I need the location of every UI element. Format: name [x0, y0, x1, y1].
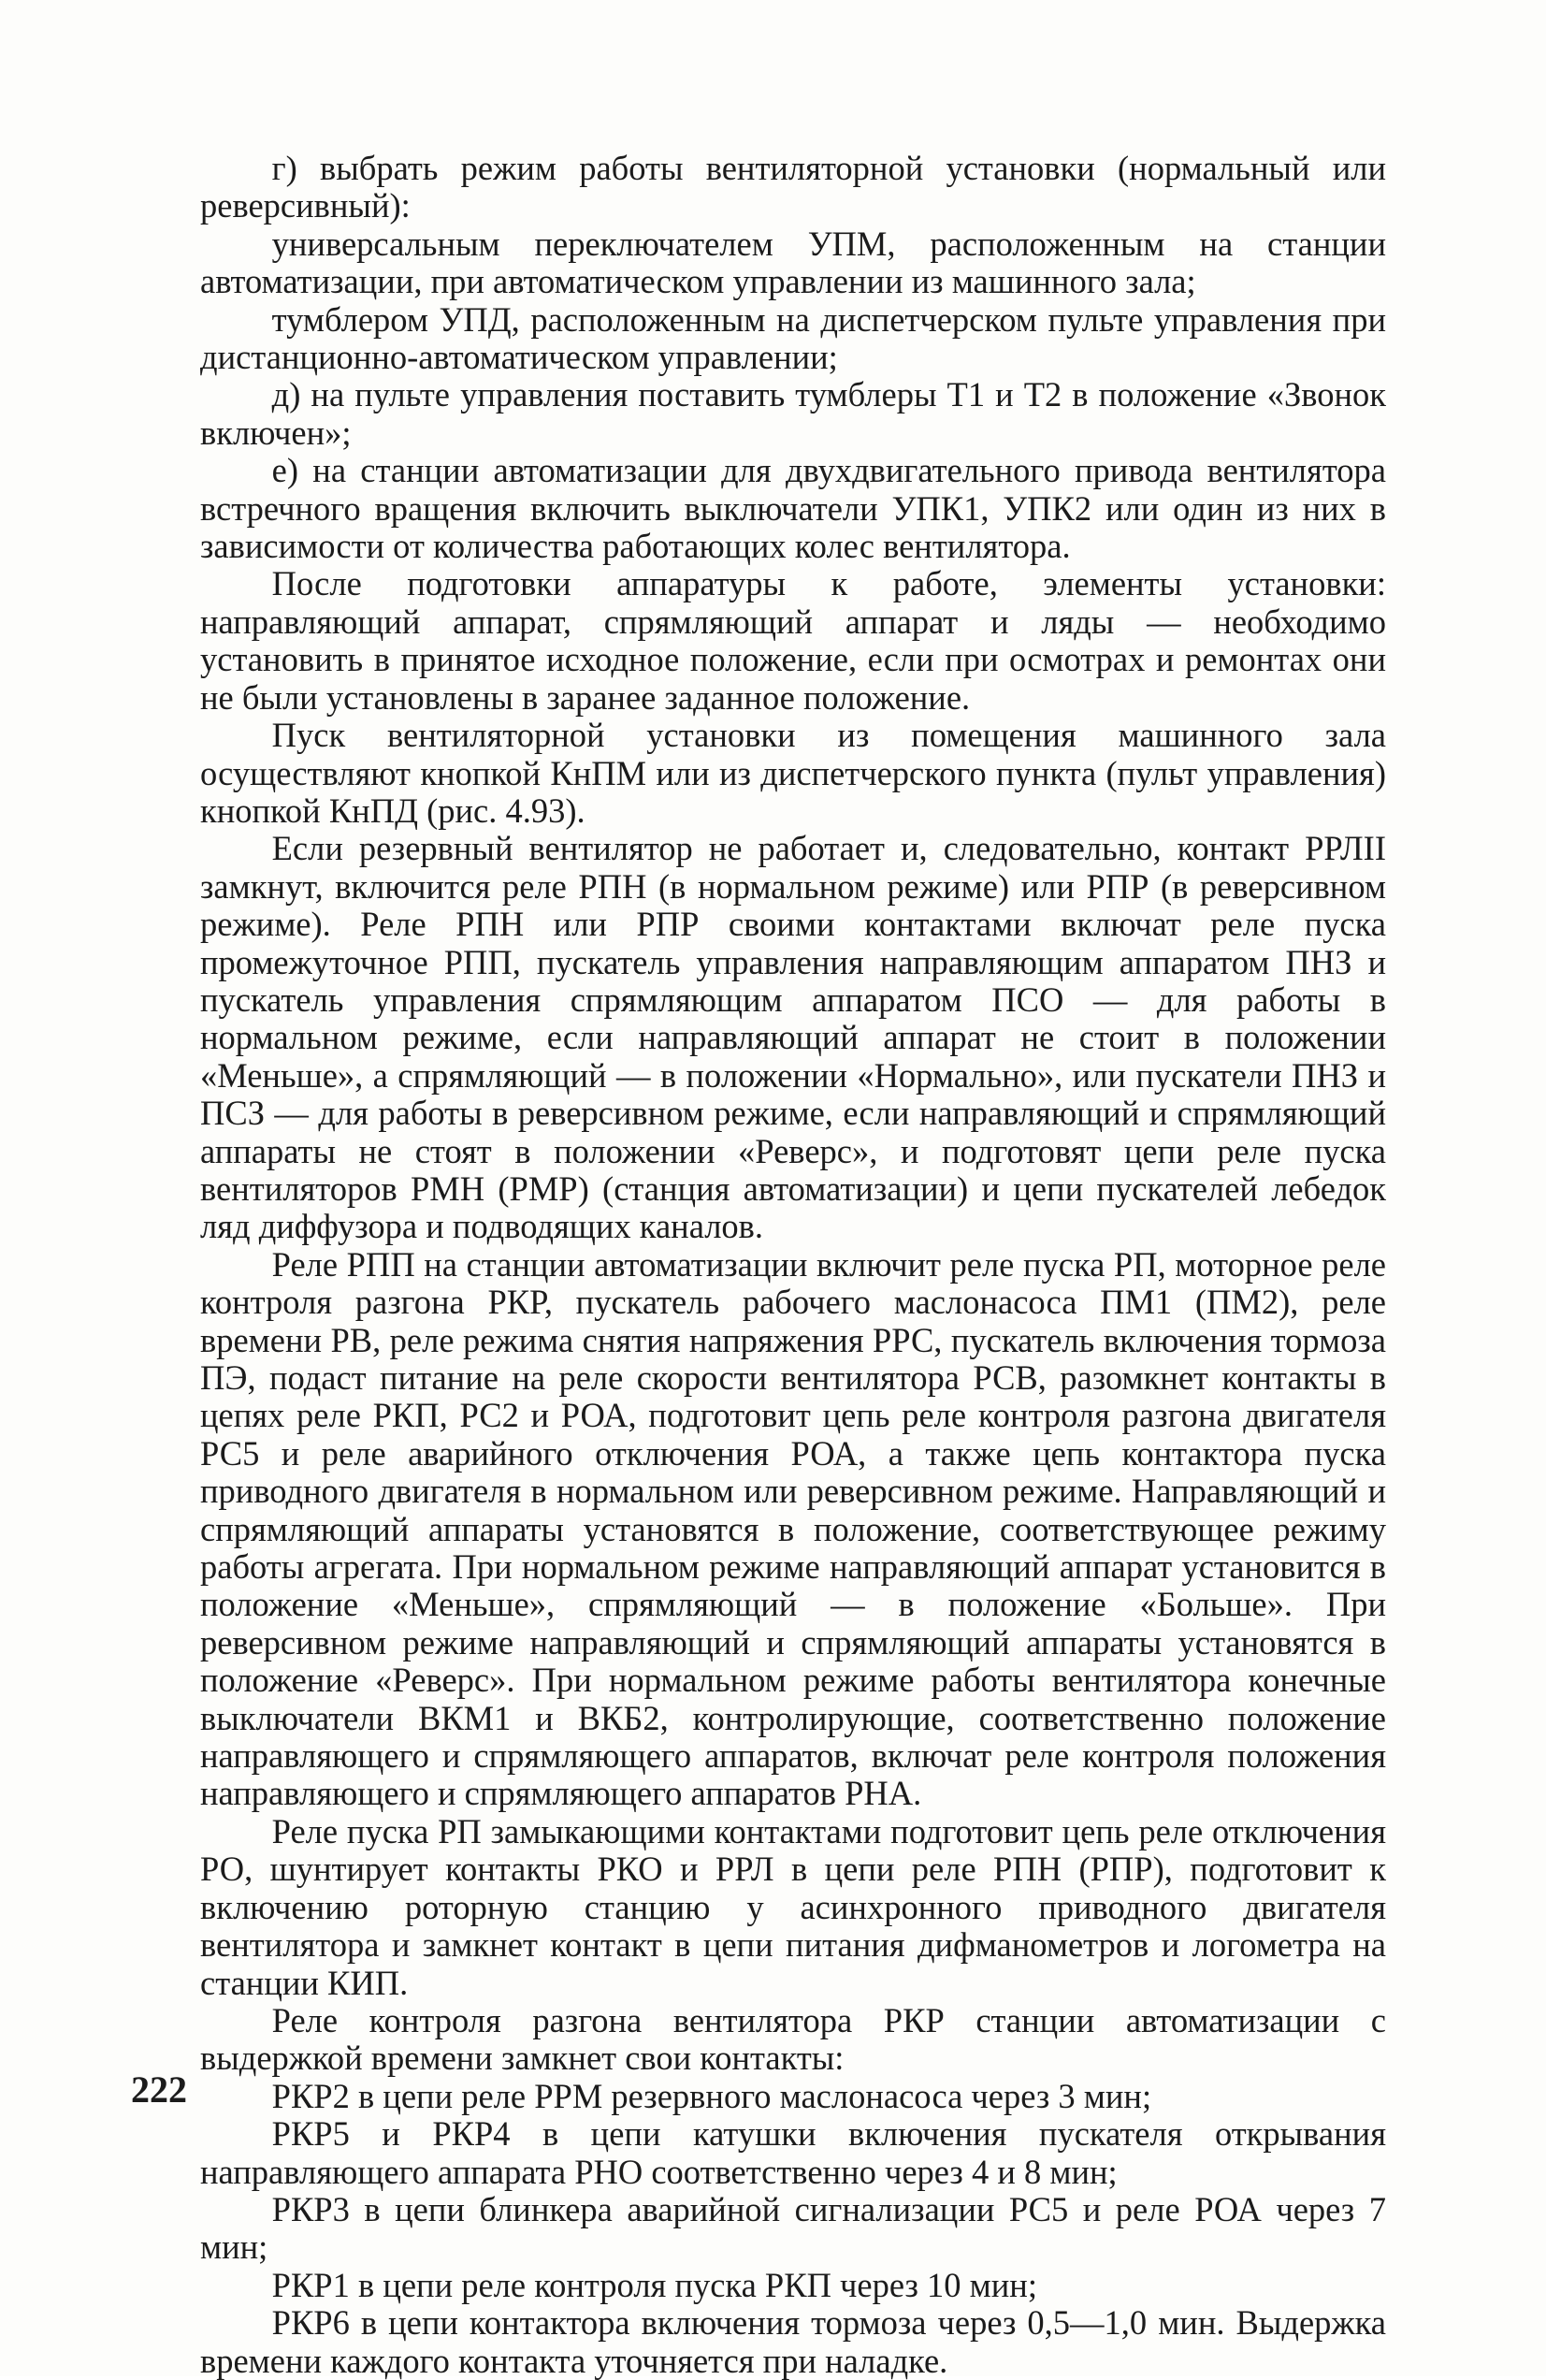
paragraph-upd-toggle: тумблером УПД, расположенным на диспетчерском пульте управления при дистанционно-автоматическом управлении;: [200, 299, 1386, 377]
paragraph-relay-rkr: Реле контроля разгона вентилятора РКР станции автоматизации с выдержкой времени замкнет свои контакты:: [200, 2000, 1386, 2078]
body-text: [200, 150, 1386, 2380]
page-number: 222: [131, 2068, 187, 2111]
paragraph-upm-switch: универсальным переключателем УПМ, расположенным на станции автоматизации, при автоматическом управлении из машинного зала;: [200, 224, 1386, 301]
paragraph-relay-rp: Реле пуска РП замыкающими контактами подготовит цепь реле отключения РО, шунтирует контакты РКО и РРЛ в цепи реле РПН (РПР), подготовит к включению роторную станцию у асинхронного приводного двигателя вентилятора и замкнет контакт в цепи питания дифманометров и логометра на станции КИП.: [200, 1811, 1386, 2002]
paragraph-rkr6: РКР6 в цепи контактора включения тормоза через 0,5—1,0 мин. Выдержка времени каждого контакта уточняется при наладке.: [200, 2303, 1386, 2380]
paragraph-toggles-t1-t2: д) на пульте управления поставить тумблеры Т1 и Т2 в положение «Звонок включен»;: [200, 375, 1386, 452]
paragraph-rkr3: РКР3 в цепи блинкера аварийной сигнализации РС5 и реле РОА через 7 мин;: [200, 2189, 1386, 2267]
paragraph-upk-switches: е) на станции автоматизации для двухдвигательного привода вентилятора встречного вращения включить выключатели УПК1, УПК2 или один из них в зависимости от количества работающих колес вентилятора.: [200, 451, 1386, 566]
paragraph-relay-rpp: Реле РПП на станции автоматизации включит реле пуска РП, моторное реле контроля разгона РКР, пускатель рабочего маслонасоса ПМ1 (ПМ2), реле времени РВ, реле режима снятия напряжения РРС, пускатель включения тормоза ПЭ, подаст питание на реле скорости вентилятора РСВ, разомкнет контакты в цепях реле РКП, РС2 и РОА, подготовит цепь реле контроля разгона двигателя РС5 и реле аварийного отключения РОА, а также цепь контактора пуска приводного двигателя в нормальном или реверсивном режиме. Направляющий и спрямляющий аппараты установятся в положение, соответствующее режиму работы агрегата. При нормальном режиме направляющий аппарат установится в положение «Меньше», спрямляющий — в положение «Больше». При реверсивном режиме направляющий и спрямляющий аппараты установятся в положение «Реверс». При нормальном режиме работы вентилятора конечные выключатели ВКМ1 и ВКБ2, контролирующие, соответственно положение направляющего и спрямляющего аппаратов, включат реле контроля положения направляющего и спрямляющего аппаратов РНА.: [200, 1244, 1386, 1813]
paragraph-reserve-fan: Если резервный вентилятор не работает и, следовательно, контакт РРЛII замкнут, включится реле РПН (в нормальном режиме) или РПР (в реверсивном режиме). Реле РПН или РПР своими контактами включат реле пуска промежуточное РПП, пускатель управления направляющим аппаратом ПНЗ и пускатель управления спрямляющим аппаратом ПСО — для работы в нормальном режиме, если направляющий аппарат не стоит в положении «Меньше», а спрямляющий — в положении «Нормально», или пускатели ПНЗ и ПСЗ — для работы в реверсивном режиме, если направляющий и спрямляющий аппараты не стоят в положении «Реверс», и подготовят цепи реле пуска вентиляторов РМН (РМР) (станция автоматизации) и цепи пускателей лебедок ляд диффузора и подводящих каналов.: [200, 829, 1386, 1246]
paragraph-equipment-preparation: После подготовки аппаратуры к работе, элементы установки: направляющий аппарат, спрямляющий аппарат и ляды — необходимо установить в принятое исходное положение, если при осмотрах и ремонтах они не были установлены в заранее заданное положение.: [200, 564, 1386, 717]
paragraph-mode-select: г) выбрать режим работы вентиляторной установки (нормальный или реверсивный):: [200, 149, 1386, 225]
paragraph-fan-start: Пуск вентиляторной установки из помещения машинного зала осуществляют кнопкой КнПМ или из диспетчерского пункта (пульт управления) кнопкой КнПД (рис. 4.93).: [200, 716, 1386, 830]
paragraph-rkr5-rkr4: РКР5 и РКР4 в цепи катушки включения пускателя открывания направляющего аппарата РНО соответственно через 4 и 8 мин;: [200, 2114, 1386, 2191]
paragraph-rkr1: РКР1 в цепи реле контроля пуска РКП через 10 мин;: [271, 2265, 1037, 2304]
paragraph-rkr2: РКР2 в цепи реле РРМ резервного маслонасоса через 3 мин;: [271, 2076, 1152, 2115]
